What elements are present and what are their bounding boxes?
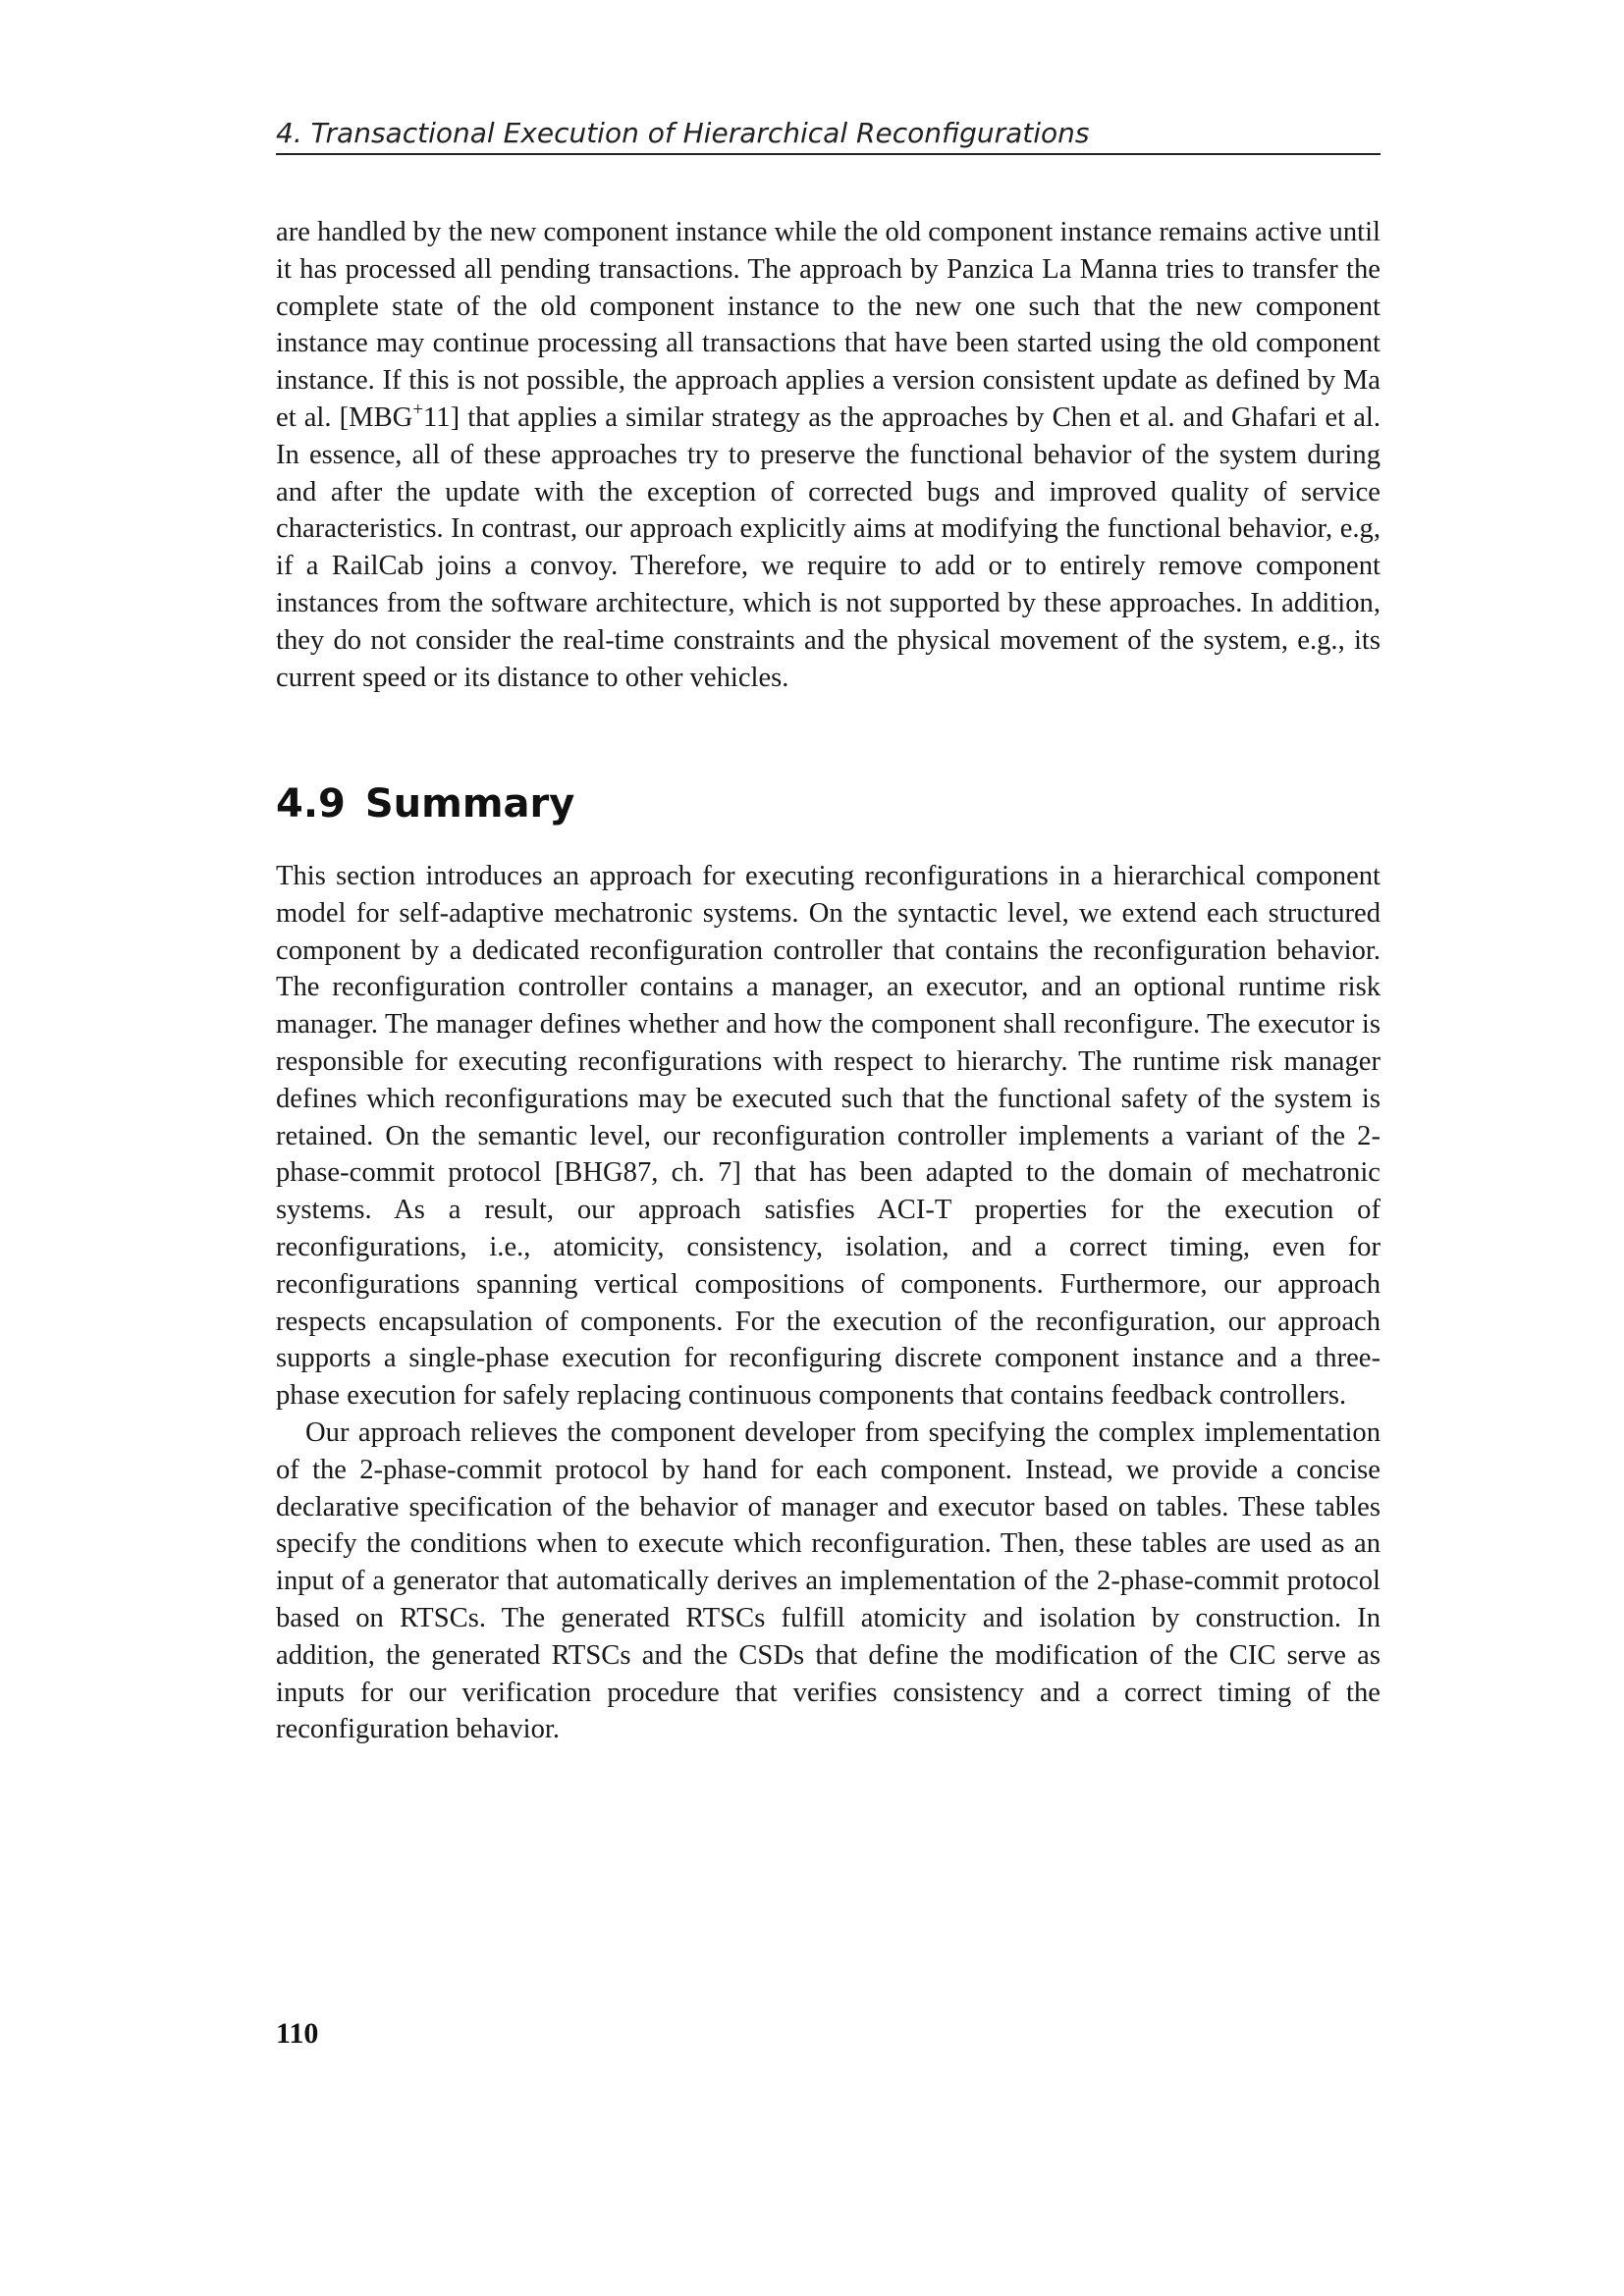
section-number: 4.9	[276, 781, 346, 827]
intro-text-block	[276, 214, 1380, 696]
body-paragraph: Our approach relieves the component developer from specifying the complex implementation of the 2-phase-commit protocol by hand for each component. Instead, we provide a concise declarative specification of the behavior of manager and executor based on tables. These tables specify the conditions when to execute which reconfiguration. Then, these tables are used as an input of a generator that automatically derives an implementation of the 2-phase-commit protocol based on RTSCs. The generated RTSCs fulfill atomicity and isolation by construction. In addition, the generated RTSCs and the CSDs that define the modification of the CIC serve as inputs for our verification procedure that verifies consistency and a correct timing of the reconfiguration behavior.	[276, 1416, 1380, 1745]
page-number: 110	[276, 2017, 319, 2050]
running-header	[276, 114, 1380, 155]
body-paragraph: This section introduces an approach for executing reconfigurations in a hierarchical component model for self-adaptive mechatronic systems. On the syntactic level, we extend each structured component by a dedicated reconfiguration controller that contains the reconfiguration behavior. The reconfiguration controller contains a manager, an executor, and an optional runtime risk manager. The manager defines whether and how the component shall reconfigure. The executor is responsible for executing reconfigurations with respect to hierarchy. The runtime risk manager defines which reconfigurations may be executed such that the functional safety of the system is retained. On the semantic level, our reconfiguration controller implements a variant of the 2-phase-commit protocol [BHG87, ch. 7] that has been adapted to the domain of mechatronic systems. As a result, our approach satisfies ACI-T properties for the execution of reconfigurations, i.e., atomicity, consistency, isolation, and a correct timing, even for reconfigurations spanning vertical compositions of components. Furthermore, our approach respects encapsulation of components. For the execution of the reconfiguration, our approach supports a single-phase execution for reconfiguring discrete component instance and a three-phase execution for safely replacing continuous components that contains feedback controllers.	[276, 861, 1380, 1412]
section-title: Summary	[364, 781, 575, 827]
running-header-title: 4. Transactional Execution of Hierarchical Reconfigurations	[276, 117, 1090, 149]
paragraph-text: are handled by the new component instance while the old component instance remains active until it has processed all pending transactions. The approach by Panzica La Manna tries to transfer the complete state of the old component instance to the new one such that the new component instance may continue processing all transactions that have been started using the old component instance. If this is not possible, the approach applies a version consistent update as defined by Ma et al. [MBG	[276, 217, 1380, 433]
paragraph-text: 11] that applies a similar strategy as the approaches by Chen et al. and Ghafari et al. In essence, all of these approaches try to preserve the functional behavior of the system during and after the update with the exception of corrected bugs and improved quality of service characteristics. In contrast, our approach explicitly aims at modifying the functional behavior, e.g, if a RailCab joins a convoy. Therefore, we require to add or to entirely remove component instances from the software architecture, which is not supported by these approaches. In addition, they do not consider the real-time constraints and the physical movement of the system, e.g., its current speed or its distance to other vehicles.	[276, 401, 1381, 693]
body-paragraph	[276, 214, 1380, 696]
summary-text-block	[276, 858, 1380, 1748]
citation-superscript: +	[412, 399, 424, 420]
section-heading	[276, 777, 574, 830]
